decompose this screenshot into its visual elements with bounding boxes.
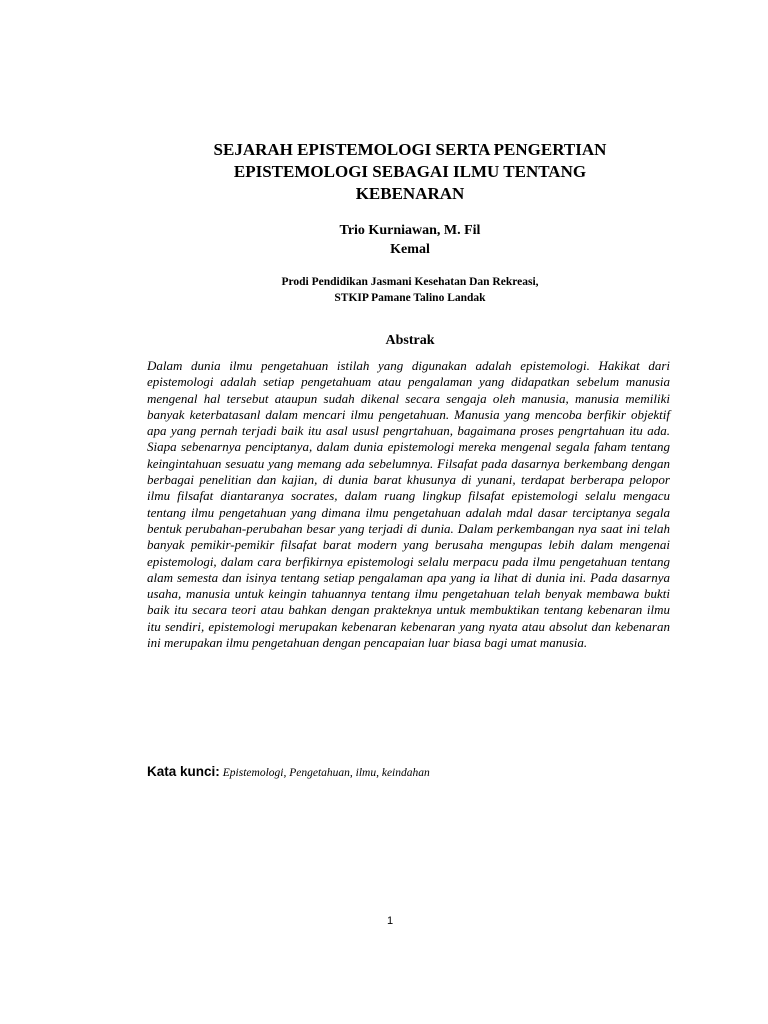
author-name: Trio Kurniawan, M. Fil [339,223,481,238]
keywords-line [147,763,670,782]
abstract-body: Dalam dunia ilmu pengetahuan istilah yang digunakan adalah epistemologi. Hakikat dari epistemologi adalah setiap pengetahuam atau pengalaman yang didapatkan sebelum manusia mengenal hal tersebut ataupun sudah dikenal secara sengaja oleh manusia, manusia memiliki banyak keterbatasanl dalam mencari ilmu pengetahuan. Manusia yang mencoba berfikir objektif apa yang pernah terjadi baik itu asal ususl pengrtahuan, bagaimana proses pengrtahuan itu ada. Siapa sebenarnya penciptanya, dalam dunia epistemologi mereka mengenal segala faham tentang keingintahuan sesuatu yang memang ada sebelumnya. Filsafat pada dasarnya berkembang dengan berbagai penelitian dan kajian, di dunia barat khusunya di yunani, terdapat berberapa pelopor ilmu filsafat diantaranya socrates, dalam ruang lingkup filsafat epistemologi selalu mengacu tentang ilmu pengetahuan yang dimana ilmu pengetahuan adalah mdal dasar terciptanya segala bentuk perubahan-perubahan besar yang terjadi di dunia. Dalam perkembangan nya saat ini telah banyak pemikir-pemikir filsafat barat modern yang berusaha mengupas lebih dalam mengenai epistemologi, dalam cara berfikirnya epistemologi selalu merpacu pada ilmu pengetahuan tentang alam semesta dan isinya tentang setiap pengalaman apa yang ia lihat di dunia ini. Pada dasarnya usaha, manusia untuk keingin tahuannya tentang ilmu pengetahuan telah benyak membawa bukti baik itu secara teori atau bahkan dengan prakteknya untuk membuktikan tentang kebenaran ilmu itu sendiri, epistemologi merupakan kebenaran kebenaran yang nyata atau absolut dan kebenaran ini merupakan ilmu pengetahuan dengan pencapaian luar biasa bagi umat manusia. [147,358,670,651]
author-list [120,221,700,259]
title-line: KEBENARAN [355,184,465,203]
keywords-label: Kata kunci: [147,764,220,779]
paper-title [120,139,700,205]
title-line: SEJARAH EPISTEMOLOGI SERTA PENGERTIAN [213,140,607,159]
author-name: Kemal [390,242,430,257]
title-line: EPISTEMOLOGI SEBAGAI ILMU TENTANG [233,162,587,181]
affiliation-line: Prodi Pendidikan Jasmani Kesehatan Dan Rekreasi, [281,276,539,288]
affiliation [120,274,700,306]
abstract-heading: Abstrak [385,333,435,348]
page-number: 1 [386,915,394,927]
affiliation-line: STKIP Pamane Talino Landak [334,292,486,304]
keywords-list: Epistemologi, Pengetahuan, ilmu, keindahan [222,767,430,779]
